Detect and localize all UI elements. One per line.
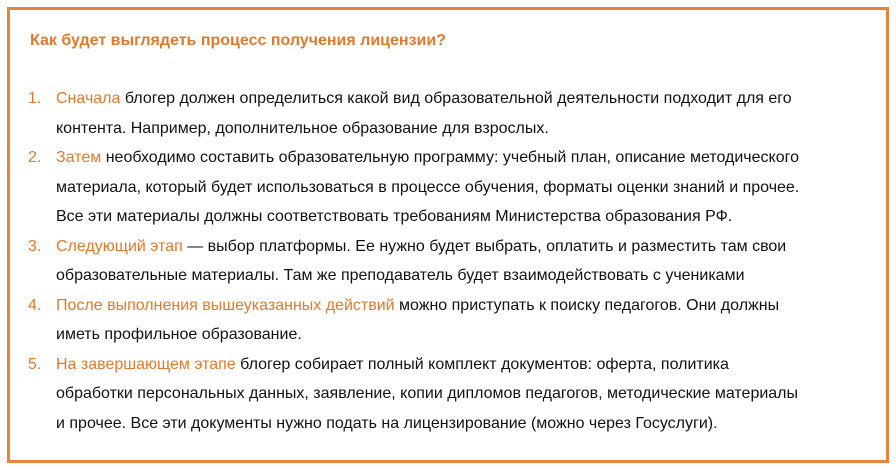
steps-list	[28, 84, 868, 438]
step-line: контента. Например, дополнительное образование для взрослых.	[56, 119, 549, 137]
step-highlight: Следующий этап	[56, 237, 183, 255]
step-line	[56, 84, 868, 114]
step-line: и прочее. Все эти документы нужно подать на лицензирование (можно через Госуслуги).	[56, 414, 718, 432]
step-line	[56, 143, 868, 173]
step-item-4	[28, 291, 868, 350]
step-highlight: Сначала	[56, 90, 121, 107]
info-frame	[7, 7, 889, 463]
step-item-2	[28, 143, 868, 232]
step-text: блогер должен определиться какой вид образовательной деятельности подходит для его	[120, 90, 792, 107]
step-number: 3.	[28, 237, 42, 255]
step-line: Все эти материалы должны соответствовать требованиям Министерства образования РФ.	[56, 208, 733, 225]
step-number: 4.	[28, 296, 42, 314]
step-line	[56, 232, 868, 262]
step-line: иметь профильное образование.	[56, 326, 302, 343]
step-highlight: На завершающем этапе	[56, 355, 236, 373]
step-number: 2.	[28, 149, 42, 166]
step-item-3	[28, 232, 868, 291]
step-highlight: После выполнения вышеуказанных действий	[56, 296, 395, 314]
step-item-1	[28, 84, 868, 143]
step-line: материала, который будет использоваться в процессе обучения, форматы оценки знаний и прочее.	[56, 178, 800, 196]
step-item-5	[28, 350, 868, 439]
step-text: можно приступать к поиску педагогов. Они должны	[394, 296, 780, 314]
step-line: образовательные материалы. Там же преподаватель будет взаимодействовать с учениками	[56, 267, 745, 284]
step-text: блогер собирает полный комплект документов: оферта, политика	[235, 355, 729, 373]
step-line: обработки персональных данных, заявление, копии дипломов педагогов, методические материалы	[56, 385, 799, 402]
step-line	[56, 350, 868, 380]
step-line	[56, 291, 868, 321]
step-text: — выбор платформы. Ее нужно будет выбрать, оплатить и разместить там свои	[182, 237, 787, 255]
step-text: необходимо составить образовательную программу: учебный план, описание методического	[101, 149, 799, 166]
section-title: Как будет выглядеть процесс получения лицензии?	[30, 32, 446, 49]
step-number: 5.	[28, 355, 42, 373]
step-highlight: Затем	[56, 149, 102, 166]
step-number: 1.	[28, 90, 42, 107]
